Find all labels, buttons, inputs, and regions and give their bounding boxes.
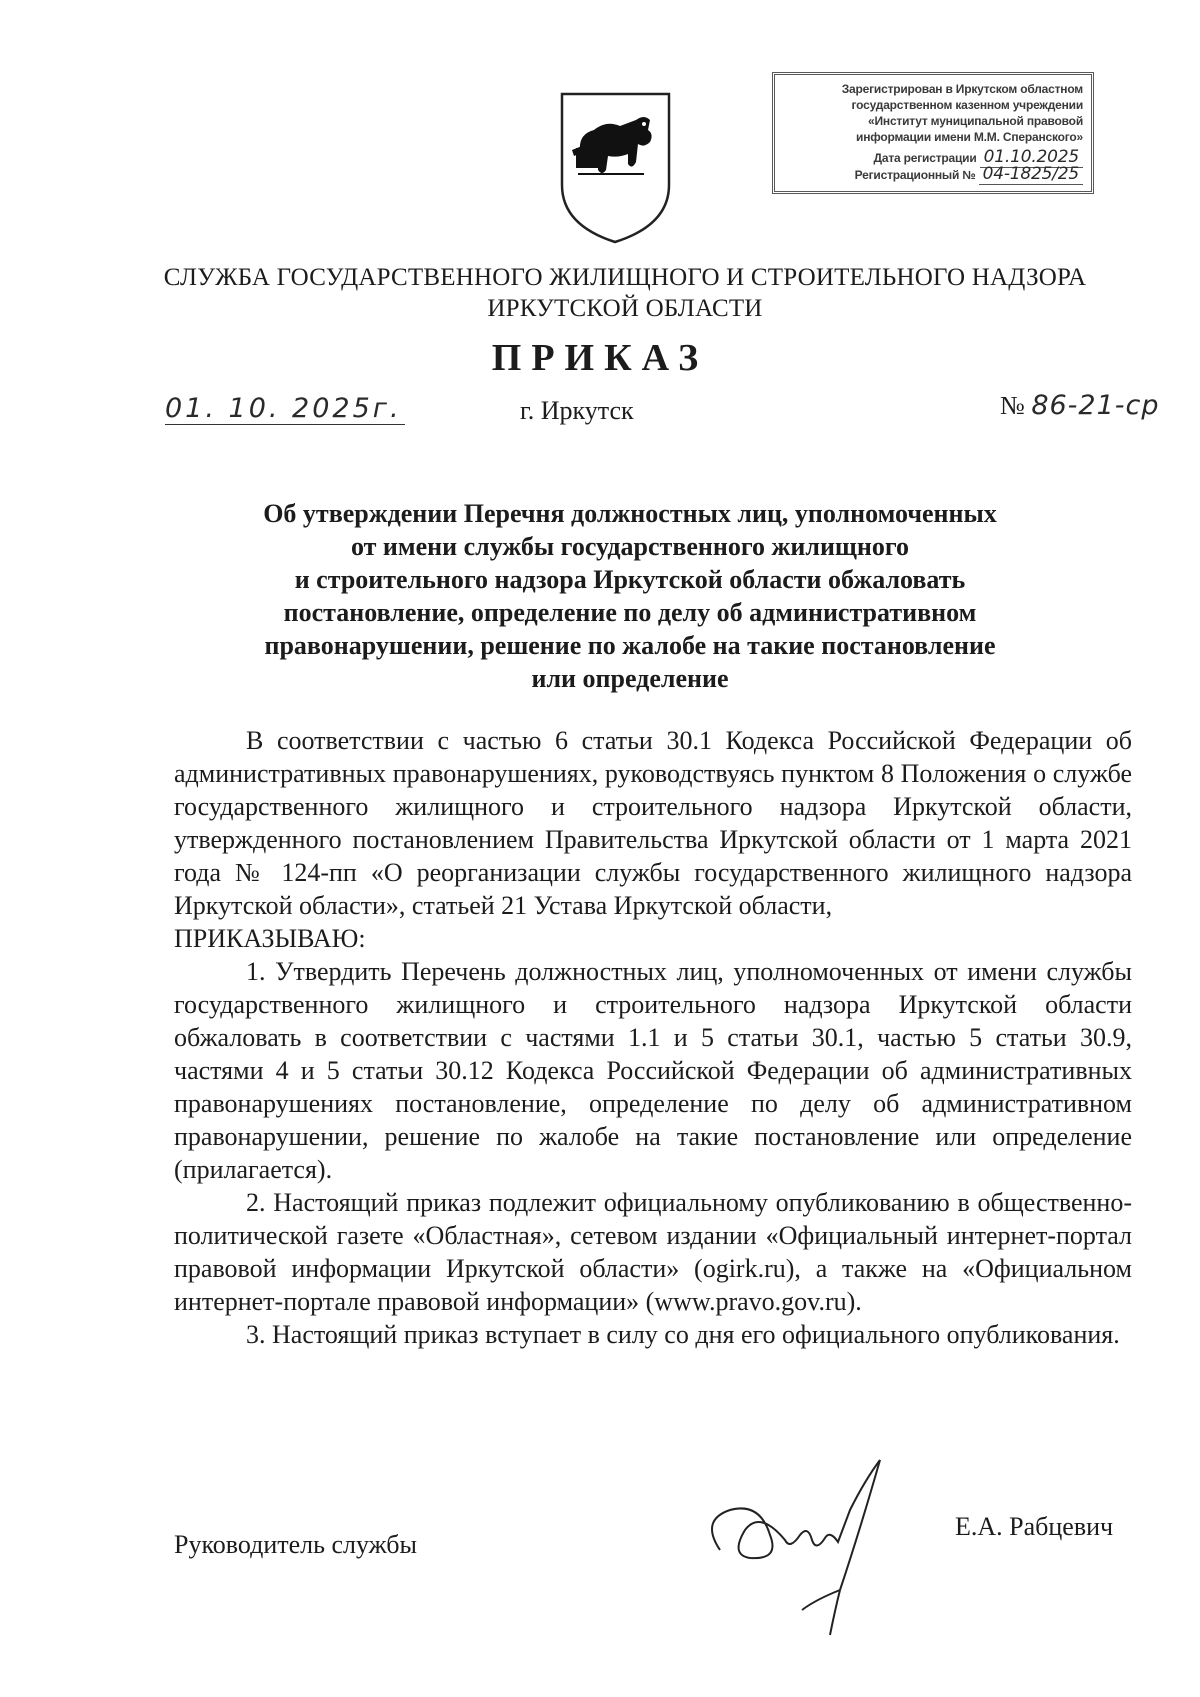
preamble-paragraph: В соответствии с частью 6 статьи 30.1 Кодекса Российской Федерации об административных правонарушениях, руководствуясь пунктом 8 Положения о службе государственного жилищного и строительного надзора Иркутской области, утвержденного постановлением Правительства Иркутской области от 1 марта 2021 года № 124-пп «О реорганизации службы государственного жилищного надзора Иркутской области», статьей 21 Устава Иркутской области, [174,726,1132,920]
subject-line: правонарушении, решение по жалобе на такие постановление [264,631,996,660]
city: г. Иркутск [520,396,634,425]
stamp-reg-value: 04-1825/25 [979,164,1083,185]
subject-line: Об утверждении Перечня должностных лиц, уполномоченных [263,499,997,528]
stamp-date-label: Дата регистрации [873,151,977,165]
stamp-line: информации имени М.М. Сперанского» [856,130,1083,144]
document-type-title: ПРИКАЗ [491,337,709,379]
order-word: ПРИКАЗЫВАЮ: [174,924,366,953]
number-prefix: № [1000,391,1025,420]
organization-name [150,262,1100,324]
handwritten-signature [690,1440,940,1640]
handwritten-number: 86-21-ср [1031,390,1160,421]
coat-of-arms-icon [558,90,673,245]
signatory-role: Руководитель службы [174,1530,417,1559]
org-line-1: СЛУЖБА ГОСУДАРСТВЕННОГО ЖИЛИЩНОГО И СТРОИТЕЛЬНОГО НАДЗОРА [163,264,1087,291]
item-1-paragraph: 1. Утвердить Перечень должностных лиц, уполномоченных от имени службы государственного жилищного и строительного надзора Иркутской области обжаловать в соответствии с частями 1.1 и 5 статьи 30.1, частью 5 статьи 30.9, частями 4 и 5 статьи 30.12 Кодекса Российской Федерации об административных правонарушениях постановление, определение по делу об административном правонарушении, решение по жалобе на такие постановление или определение (прилагается). [174,957,1132,1184]
stamp-line: «Институт муниципальной правовой [868,114,1083,128]
item-3-paragraph: 3. Настоящий приказ вступает в силу со дня его официального опубликования. [246,1320,1120,1349]
stamp-line: Зарегистрирован в Иркутском областном [841,82,1083,96]
stamp-reg-row [783,166,1083,183]
org-line-2: ИРКУТСКОЙ ОБЛАСТИ [487,295,763,322]
document-number [1000,390,1160,421]
subject-line: и строительного надзора Иркутской области обжаловать [294,565,966,594]
registration-stamp [772,72,1094,194]
handwritten-date: 01. 10. 2025г. [165,393,405,425]
stamp-reg-label: Регистрационный № [854,168,976,182]
subject-line: от имени службы государственного жилищного [350,532,910,561]
stamp-date-value: 01.10.2025 [980,147,1083,168]
document-body [174,724,1132,1351]
stamp-line: государственном казенном учреждении [851,98,1083,112]
subject-line: или определение [531,664,729,693]
document-subject [200,497,1060,695]
signatory-name: Е.А. Рабцевич [955,1512,1114,1541]
item-2-paragraph: 2. Настоящий приказ подлежит официальному опубликованию в общественно-политической газете «Областная», сетевом издании «Официальный интернет-портал правовой информации Иркутской области» (ogirk.ru), а также на «Официальном интернет-портале правовой информации» (www.pravo.gov.ru). [174,1188,1132,1316]
subject-line: постановление, определение по делу об административном [283,598,977,627]
